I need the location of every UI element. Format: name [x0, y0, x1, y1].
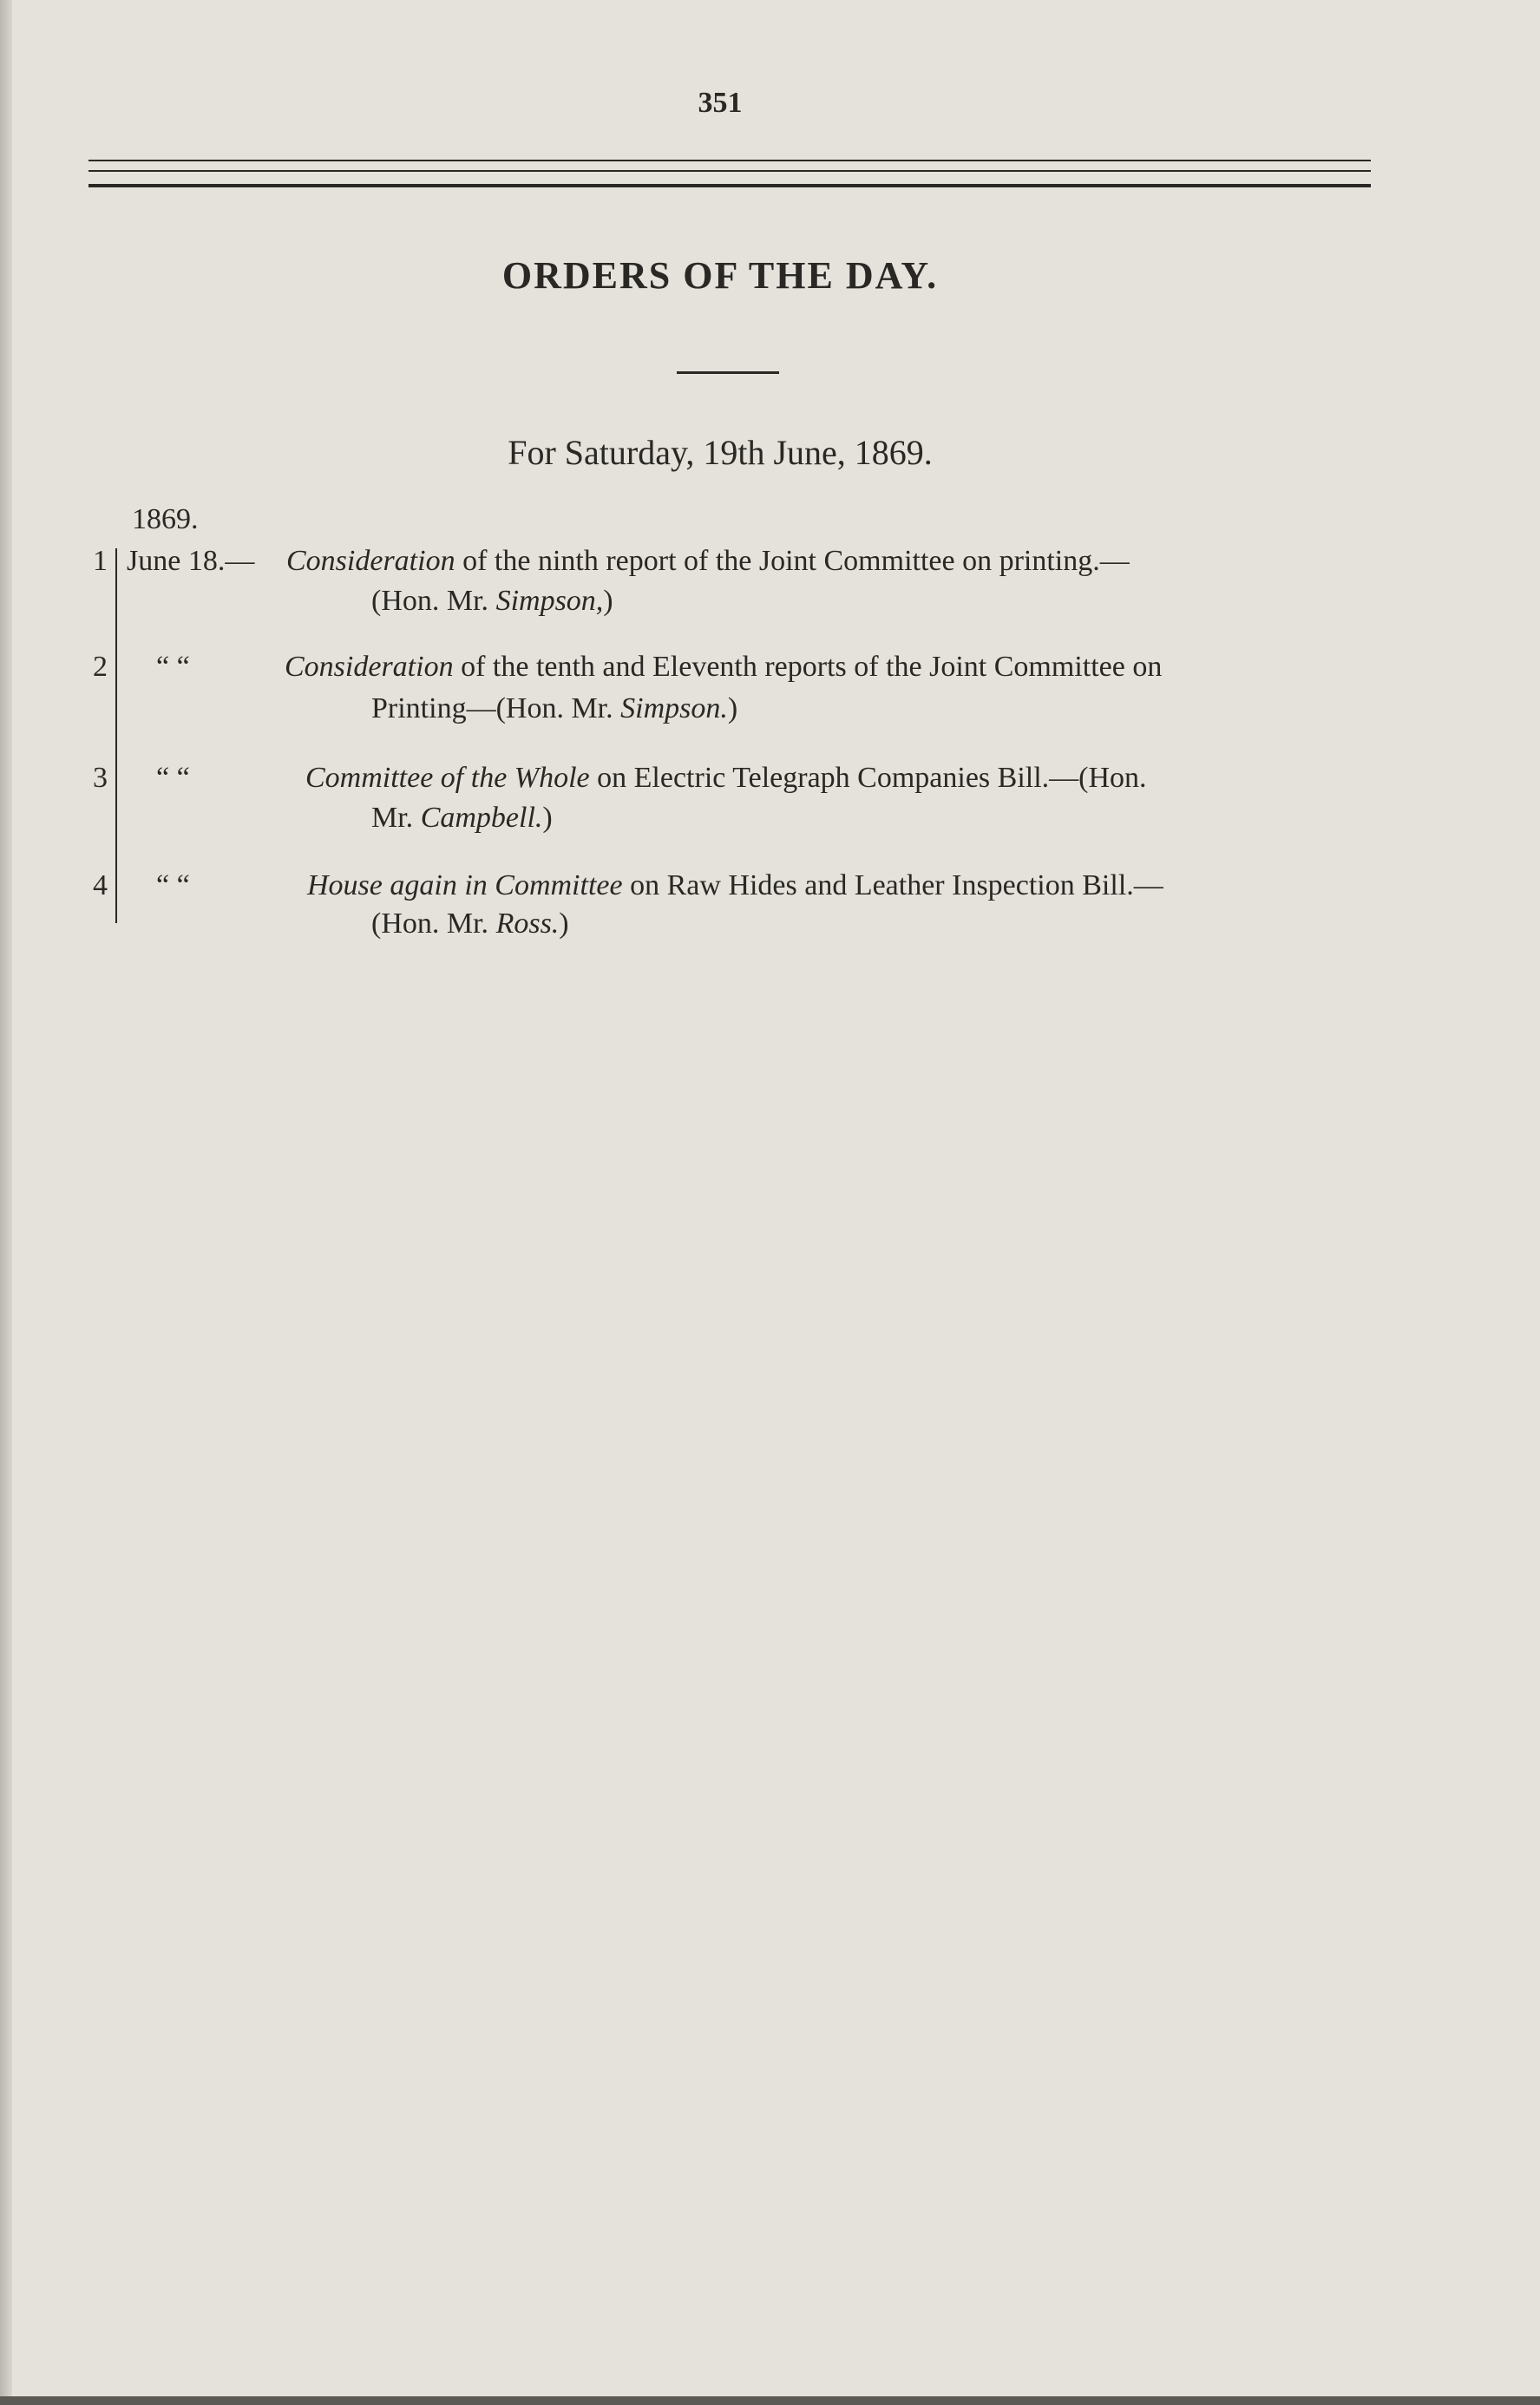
- entry-cont-suffix: ): [542, 802, 553, 834]
- entry-text-line-1: [305, 760, 1147, 796]
- entry-motion: Consideration: [286, 545, 455, 577]
- entry-text: on Raw Hides and Leather Inspection Bill.—: [622, 869, 1163, 901]
- entry-text-line-2: [371, 691, 737, 727]
- page-bottom-edge: [0, 2396, 1540, 2405]
- entry-number: 2: [93, 651, 108, 683]
- entry-text-line-1: [285, 649, 1162, 685]
- entry-cont-suffix: ): [559, 908, 569, 940]
- entry-cont-suffix: ): [727, 692, 738, 724]
- header-rule-middle: [88, 170, 1371, 172]
- entry-cont-prefix: Mr.: [371, 802, 421, 834]
- title-underline: [677, 371, 779, 374]
- entry-text: on Electric Telegraph Companies Bill.—(Hon.: [589, 762, 1147, 794]
- entry-number: 3: [93, 762, 108, 794]
- year-label: 1869.: [132, 503, 199, 535]
- entry-cont-prefix: (Hon. Mr.: [371, 585, 496, 617]
- entry-margin-bar: [115, 548, 117, 923]
- page-number: 351: [698, 87, 743, 119]
- entry-date: June 18.—: [127, 545, 255, 577]
- entry-text-line-2: [371, 906, 569, 942]
- page-edge: [0, 0, 12, 2405]
- entry-number: 1: [93, 545, 108, 577]
- entry-text: of the tenth and Eleventh reports of the Joint Committee on: [453, 651, 1163, 683]
- entry-mover: Campbell.: [420, 802, 543, 834]
- entry-text-line-1: [286, 543, 1130, 580]
- page-title: ORDERS OF THE DAY.: [501, 254, 939, 297]
- entry-cont-suffix: ): [603, 585, 613, 617]
- entry-text-line-2: [371, 800, 553, 836]
- entry-mover: Simpson.: [620, 692, 728, 724]
- entry-motion: House again in Committee: [307, 869, 623, 901]
- page-subtitle: For Saturday, 19th June, 1869.: [508, 433, 933, 472]
- entry-motion: Consideration: [285, 651, 454, 683]
- header-rule-bottom: [88, 184, 1371, 187]
- entry-date: “ “: [156, 651, 190, 683]
- entry-cont-prefix: Printing—(Hon. Mr.: [371, 692, 621, 724]
- entry-text-line-2: [371, 583, 613, 619]
- entry-text: of the ninth report of the Joint Committee on printing.—: [455, 545, 1130, 577]
- entry-date: “ “: [156, 869, 190, 901]
- entry-cont-prefix: (Hon. Mr.: [371, 908, 496, 940]
- header-rule-top: [88, 160, 1371, 161]
- entry-date: “ “: [156, 762, 190, 794]
- entry-mover: Simpson,: [495, 585, 604, 617]
- entry-mover: Ross.: [495, 908, 560, 940]
- entry-motion: Committee of the Whole: [305, 762, 590, 794]
- entry-number: 4: [93, 869, 108, 901]
- entry-text-line-1: [307, 868, 1163, 904]
